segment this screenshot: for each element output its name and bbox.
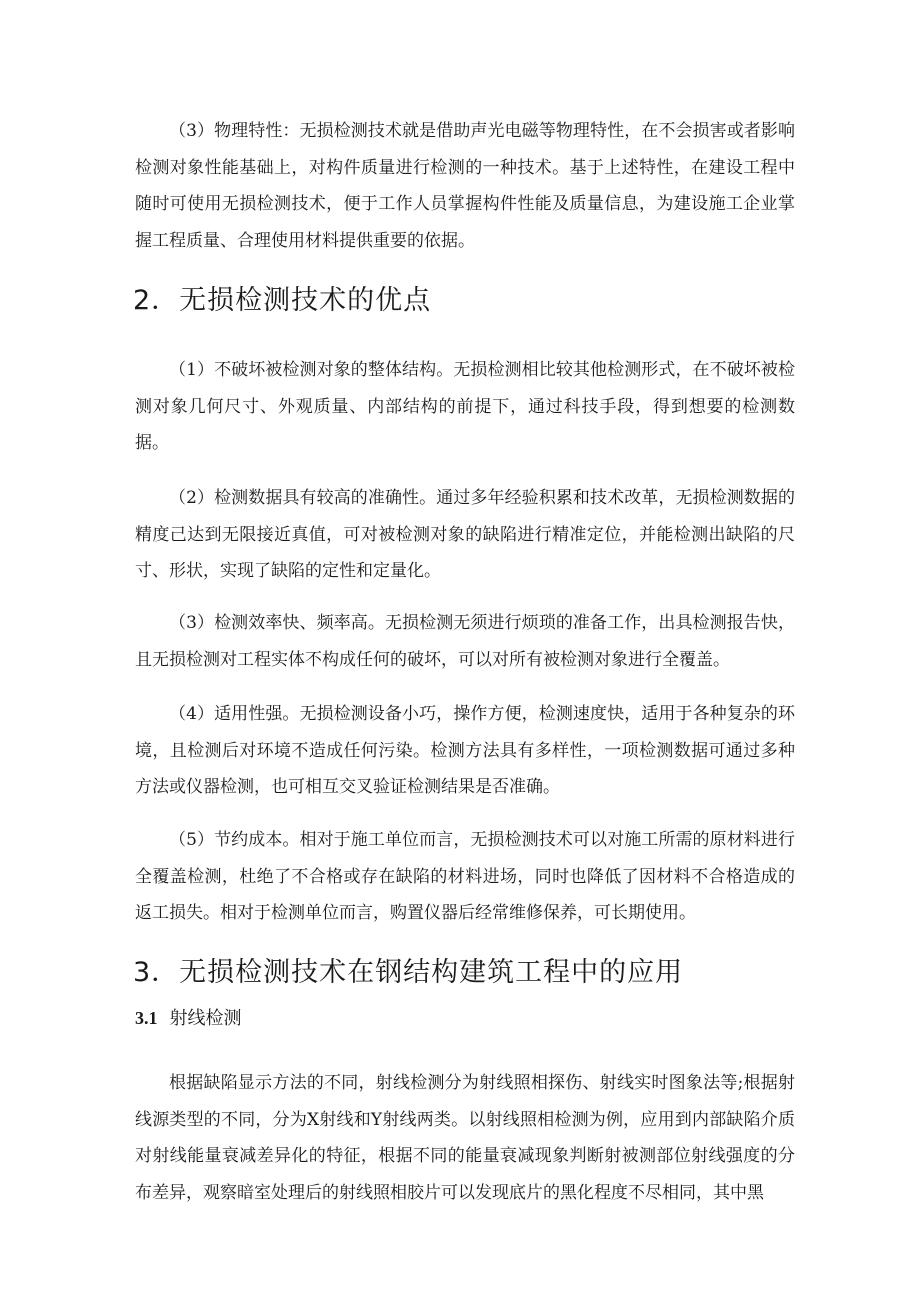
section-3-heading: 3．无损检测技术在钢结构建筑工程中的应用 (133, 957, 684, 988)
section-3-1-number: 3.1 (135, 1008, 158, 1028)
paragraph-advantage-5: （5）节约成本。相对于施工单位而言，无损检测技术可以对施工所需的原材料进行全覆盖检测，杜绝了不合格或存在缺陷的材料进场，同时也降低了因材料不合格造成的返工损失。相对于检测单位而言，购置仪器后经常维修保养，可长期使用。 (135, 830, 795, 923)
paragraph-advantage-3: （3）检测效率快、频率高。无损检测无须进行烦琐的准备工作，出具检测报告快，且无损检测对工程实体不构成任何的破坏，可以对所有被检测对象进行全覆盖。 (135, 613, 795, 670)
paragraph-radiography: 根据缺陷显示方法的不同，射线检测分为射线照相探伤、射线实时图象法等;根据射线源类型的不同，分为X射线和Y射线两类。以射线照相检测为例，应用到内部缺陷介质对射线能量衰减差异化的特征，根据不同的能量衰减现象判断射被测部位射线强度的分布差异，观察暗室处理后的射线照相胶片可以发现底片的黑化程度不尽相同，其中黑 (135, 1073, 795, 1203)
paragraph-physical-properties: （3）物理特性：无损检测技术就是借助声光电磁等物理特性，在不会损害或者影响检测对象性能基础上，对构件质量进行检测的一种技术。基于上述特性，在建设工程中随时可使用无损检测技术，便于工作人员掌握构件性能及质量信息，为建设施工企业掌握工程质量、合理使用材料提供重要的依据。 (135, 121, 795, 251)
section-2-heading: 2．无损检测技术的优点 (133, 285, 432, 316)
section-3-1-heading (135, 1005, 242, 1032)
paragraph-advantage-4: （4）适用性强。无损检测设备小巧，操作方便，检测速度快，适用于各种复杂的环境，且检测后对环境不造成任何污染。检测方法具有多样性，一项检测数据可通过多种方法或仪器检测，也可相互交叉验证检测结果是否准确。 (135, 704, 795, 797)
section-3-1-title: 射线检测 (169, 1008, 242, 1029)
paragraph-advantage-2: （2）检测数据具有较高的准确性。通过多年经验积累和技术改革，无损检测数据的精度己达到无限接近真值，可对被检测对象的缺陷进行精准定位，并能检测出缺陷的尺寸、形状，实现了缺陷的定性和定量化。 (135, 488, 795, 581)
paragraph-advantage-1: （1）不破坏被检测对象的整体结构。无损检测相比较其他检测形式，在不破坏被检测对象几何尺寸、外观质量、内部结构的前提下，通过科技手段，得到想要的检测数据。 (135, 360, 795, 453)
